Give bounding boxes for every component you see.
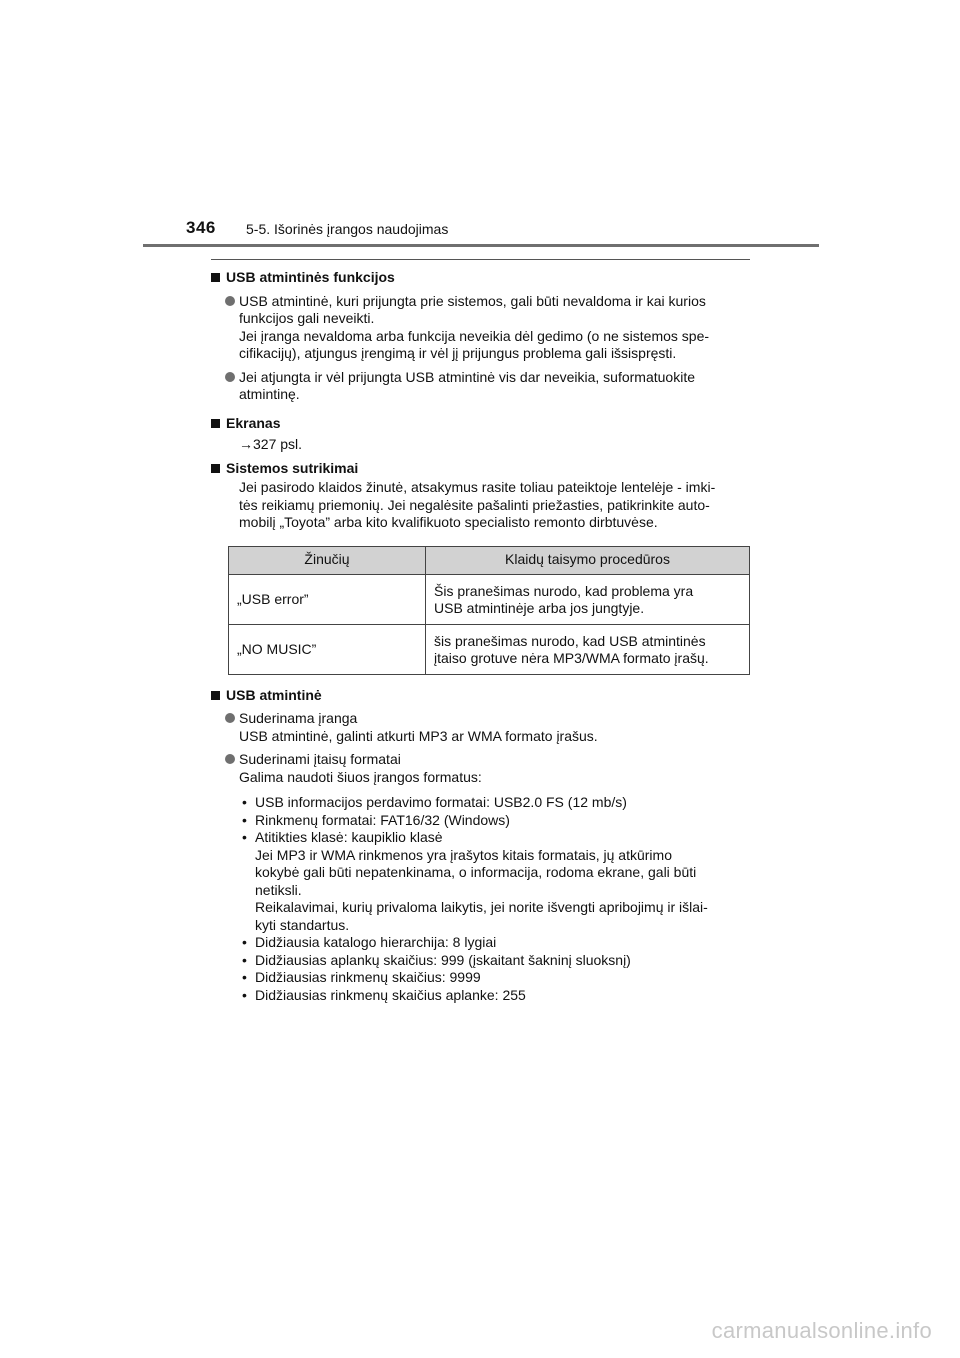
usb-functions-heading — [211, 269, 750, 287]
table-cell-procedure — [426, 574, 750, 624]
content-divider — [211, 259, 750, 260]
list-item: • Rinkmenų formatai: FAT16/32 (Windows) — [242, 811, 510, 828]
square-bullet-icon — [211, 464, 220, 473]
text-line: Jei įranga nevaldoma arba funkcija neveikia dėl gedimo (o ne sistemos spe- — [239, 327, 710, 344]
list-item: • Didžiausias rinkmenų skaičius: 9999 — [242, 969, 481, 985]
text-line: Galima naudoti šiuos įrangos formatus: — [239, 768, 482, 785]
text-line: Šis pranešimas nurodo, kad problema yra — [434, 582, 694, 599]
page-number: 346 — [186, 218, 216, 237]
list-item: • Atitikties klasė: kaupiklio klasė — [242, 829, 443, 845]
usb-functions-bullet-2 — [211, 369, 750, 404]
list-item: • Didžiausias aplankų skaičius: 999 (įskaitant šakninį sluoksnį) — [242, 951, 631, 968]
usb-memory-bullet-1 — [211, 710, 750, 745]
text-line: atmintinę. — [239, 386, 300, 402]
section-title: 5-5. Išorinės įrangos naudojimas — [246, 221, 449, 237]
square-bullet-icon — [211, 691, 220, 700]
table-header-procedure: Klaidų taisymo procedūros — [426, 546, 750, 574]
text-line: kyti standartus. — [255, 916, 350, 933]
system-faults-heading — [211, 460, 750, 478]
circle-bullet-icon — [225, 372, 235, 382]
usb-memory-heading — [211, 687, 750, 705]
text-line: USB atmintinė, galinti atkurti MP3 ar WMA formato įrašus. — [239, 727, 598, 744]
text-line: Jei MP3 ir WMA rinkmenos yra įrašytos kitais formatais, jų atkūrimo — [255, 846, 672, 863]
circle-bullet-icon — [225, 296, 235, 306]
error-message-table — [228, 546, 750, 675]
heading-text: USB atmintinės funkcijos — [226, 269, 395, 285]
text-line: šis pranešimas nurodo, kad USB atmintinės — [434, 632, 706, 649]
page-content — [211, 266, 750, 1004]
format-list — [211, 794, 750, 1004]
table-row — [229, 624, 750, 674]
heading-text: Sistemos sutrikimai — [226, 459, 359, 476]
text-line: Jei atjungta ir vėl prijungta USB atmintinė vis dar neveikia, suformatuokite — [239, 368, 695, 385]
text-line: cifikacijų), atjungus įrengimą ir vėl jį prijungus problema gali išsispręsti. — [239, 345, 677, 361]
text-line: USB atmintinė, kuri prijungta prie sistemos, gali būti nevaldoma ir kai kurios — [239, 292, 706, 309]
heading-text: USB atmintinė — [226, 686, 322, 703]
square-bullet-icon — [211, 419, 220, 428]
system-faults-paragraph — [211, 479, 750, 532]
text-line: Reikalavimai, kurių privaloma laikytis, jei norite išvengti apribojimų ir išlai- — [255, 899, 708, 915]
header-divider — [143, 244, 819, 247]
class-note — [239, 847, 750, 935]
list-item: • Didžiausias rinkmenų skaičius aplanke: 255 — [242, 986, 526, 1003]
text-line: netiksli. — [255, 881, 302, 898]
square-bullet-icon — [211, 273, 220, 282]
circle-bullet-icon — [225, 754, 235, 764]
table-header-row — [229, 546, 750, 574]
heading-text: Ekranas — [226, 414, 281, 431]
text-line: tės reikiamų priemonių. Jei negalėsite pašalinti priežasties, patikrinkite auto- — [239, 496, 710, 513]
page-header — [0, 0, 960, 250]
list-item: • Didžiausia katalogo hierarchija: 8 lygiai — [242, 934, 497, 950]
text-line: mobilį „Toyota” arba kito kvalifikuoto specialisto remonto dirbtuvėse. — [239, 514, 658, 530]
table-row — [229, 574, 750, 624]
text-line: Jei pasirodo klaidos žinutė, atsakymus rasite toliau pateiktoje lentelėje - imki- — [239, 479, 716, 495]
text-line: Suderinami įtaisų formatai — [239, 751, 401, 767]
usb-memory-bullet-2 — [211, 751, 750, 786]
table-cell-message: „NO MUSIC” — [229, 624, 426, 674]
text-line: Suderinama įranga — [239, 710, 358, 726]
display-heading — [211, 415, 750, 433]
watermark: carmanualsonline.info — [711, 1318, 932, 1343]
text-line: įtaiso grotuve nėra MP3/WMA formato įrašų. — [434, 650, 709, 666]
page-reference: →327 psl. — [239, 436, 303, 452]
list-item: • USB informacijos perdavimo formatai: USB2.0 FS (12 mb/s) — [242, 794, 627, 810]
text-line: kokybė gali būti nepatenkinama, o informacija, rodoma ekrane, gali būti — [255, 864, 697, 880]
table-cell-procedure — [426, 624, 750, 674]
circle-bullet-icon — [225, 713, 235, 723]
table-cell-message: „USB error” — [229, 574, 426, 624]
usb-functions-bullet-1 — [211, 293, 750, 363]
text-line: funkcijos gali neveikti. — [239, 310, 375, 326]
text-line: USB atmintinėje arba jos jungtyje. — [434, 600, 645, 616]
table-header-message: Žinučių — [229, 546, 426, 574]
